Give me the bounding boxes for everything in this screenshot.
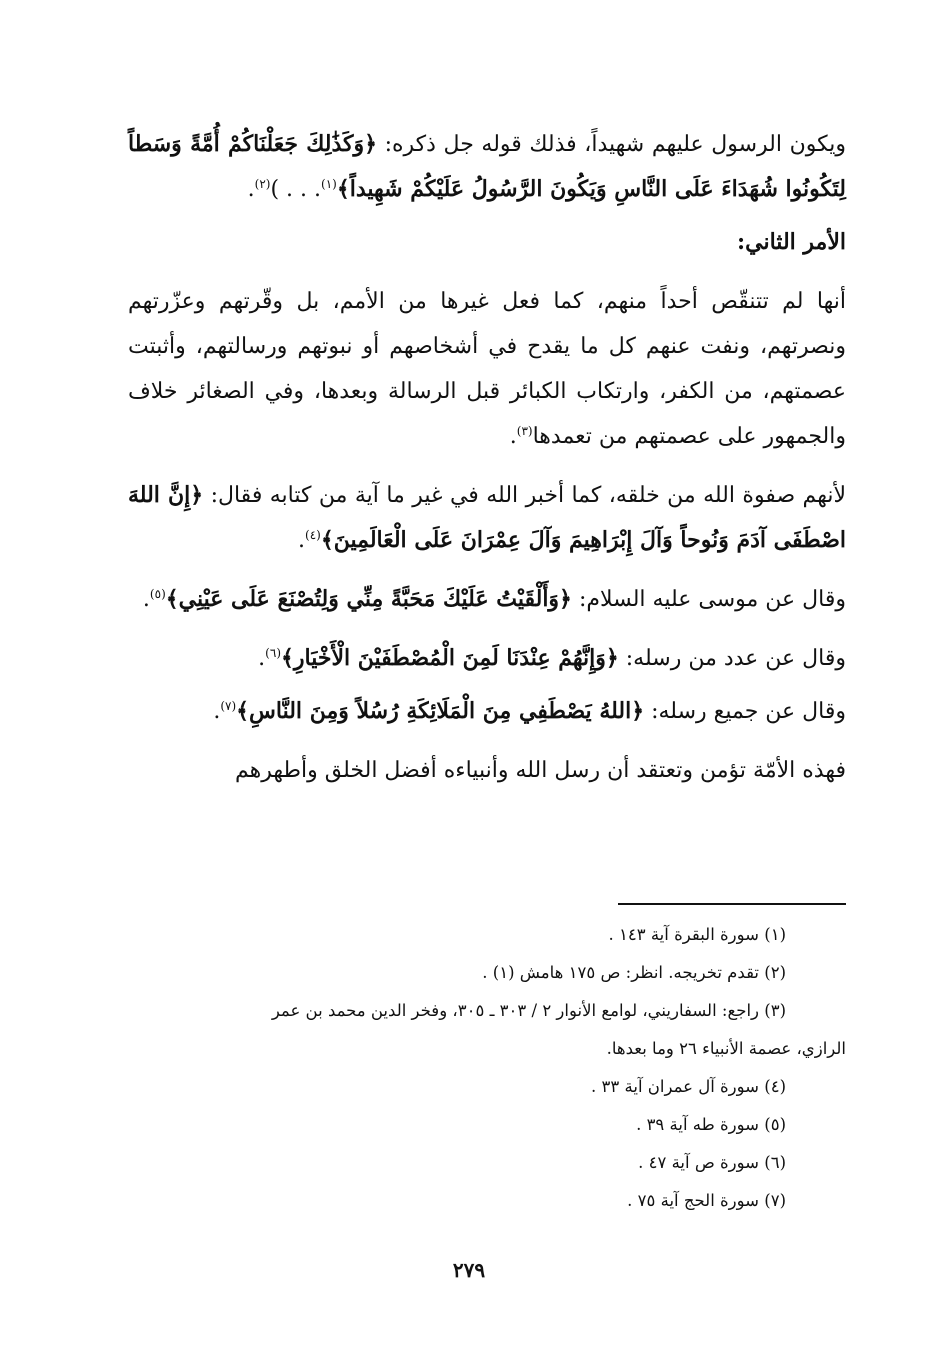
period: . xyxy=(247,177,255,202)
period: . xyxy=(142,587,150,612)
ellipsis: . . . ) xyxy=(270,177,321,202)
footnote-divider xyxy=(618,903,846,905)
footnote-3-continued: الرازي، عصمة الأنبياء ٢٦ وما بعدها. xyxy=(606,1039,846,1058)
footnote-5: (٥) سورة طه آية ٣٩ . xyxy=(636,1115,786,1134)
main-text xyxy=(128,122,846,793)
period: . xyxy=(258,646,266,671)
paragraph-3-text: لأنهم صفوة الله من خلقه، كما أخبر الله في غير ما آية من كتابه فقال: xyxy=(203,483,846,508)
footnote-ref-4: (٤) xyxy=(305,528,321,542)
quran-verse-2: ﴿إِنَّ اللهَ اصْطَفَى آدَمَ وَنُوحاً وَآلَ إِبْرَاهِيمَ وَآلَ عِمْرَانَ عَلَى الْعَالَمِينَ﴾ xyxy=(128,482,846,553)
footnotes xyxy=(128,916,846,1220)
paragraph-4-text: وقال عن موسى عليه السلام: xyxy=(571,587,846,612)
footnote-6: (٦) سورة ص آية ٤٧ . xyxy=(638,1153,786,1172)
period: . xyxy=(298,528,305,553)
paragraph-5 xyxy=(128,636,846,681)
paragraph-6 xyxy=(128,689,846,734)
section-heading: الأمر الثاني: xyxy=(737,229,846,255)
footnote-3: (٣) راجع: السفاريني، لوامع الأنوار ٢ / ٣٠٣ ـ ٣٠٥، وفخر الدين محمد بن عمر xyxy=(271,1001,786,1020)
period: . xyxy=(213,699,221,724)
footnote-2: (٢) تقدم تخريجه. انظر: ص ١٧٥ هامش (١) . xyxy=(482,963,786,982)
paragraph-1 xyxy=(128,122,846,212)
quran-verse-4: ﴿وَإِنَّهُمْ عِنْدَنَا لَمِنَ الْمُصْطَفَيْنَ الْأَخْيَارِ﴾ xyxy=(281,645,619,671)
footnote-ref-1: (١) xyxy=(321,177,337,191)
quran-verse-1: ﴿وَكَذَٰلِكَ جَعَلْنَاكُمْ أُمَّةً وَسَطاً لِتَكُونُوا شُهَدَاءَ عَلَى النَّاسِ وَيَكُونَ الرَّسُولُ عَلَيْكُمْ شَهِيداً﴾ xyxy=(128,131,846,202)
footnote-ref-5: (٥) xyxy=(149,587,166,601)
period: . xyxy=(509,424,517,449)
paragraph-5-text: وقال عن عدد من رسله: xyxy=(618,646,846,671)
page-number: ٢٧٩ xyxy=(452,1258,486,1282)
paragraph-1-text: ويكون الرسول عليهم شهيداً، فذلك قوله جل ذكره: xyxy=(377,132,847,157)
paragraph-6-text: وقال عن جميع رسله: xyxy=(644,699,846,724)
paragraph-7: فهذه الأمّة تؤمن وتعتقد أن رسل الله وأنبياءه أفضل الخلق وأطهرهم xyxy=(235,758,846,783)
footnote-ref-3: (٣) xyxy=(516,424,533,438)
footnote-ref-2: (٢) xyxy=(254,177,271,191)
quran-verse-5: ﴿اللهُ يَصْطَفِي مِنَ الْمَلَائِكَةِ رُسُلاً وَمِنَ النَّاسِ﴾ xyxy=(236,698,645,724)
footnote-ref-6: (٦) xyxy=(265,646,281,660)
paragraph-4 xyxy=(128,577,846,622)
footnote-4: (٤) سورة آل عمران آية ٣٣ . xyxy=(591,1077,786,1096)
footnote-1: (١) سورة البقرة آية ١٤٣ . xyxy=(608,925,786,944)
paragraph-2-text: أنها لم تتنقّص أحداً منهم، كما فعل غيرها من الأمم، بل وقّرتهم وعزّرتهم ونصرتهم، ونفت عنهم كل ما يقدح في أشخاصهم أو نبوتهم ورسالتهم، وأثبتت عصمتهم، من الكفر، وارتكاب الكبائر قبل الرسالة وبعدها، وفي الصغائر خلاف والجمهور على عصمتهم من تعمدها xyxy=(128,289,846,449)
footnote-ref-7: (٧) xyxy=(220,699,237,713)
footnote-7: (٧) سورة الحج آية ٧٥ . xyxy=(627,1191,786,1210)
quran-verse-3: ﴿وَأَلْقَيْتُ عَلَيْكَ مَحَبَّةً مِنِّي وَلِتُصْنَعَ عَلَى عَيْنِي﴾ xyxy=(165,586,572,612)
paragraph-2 xyxy=(128,279,846,459)
paragraph-3 xyxy=(128,473,846,563)
